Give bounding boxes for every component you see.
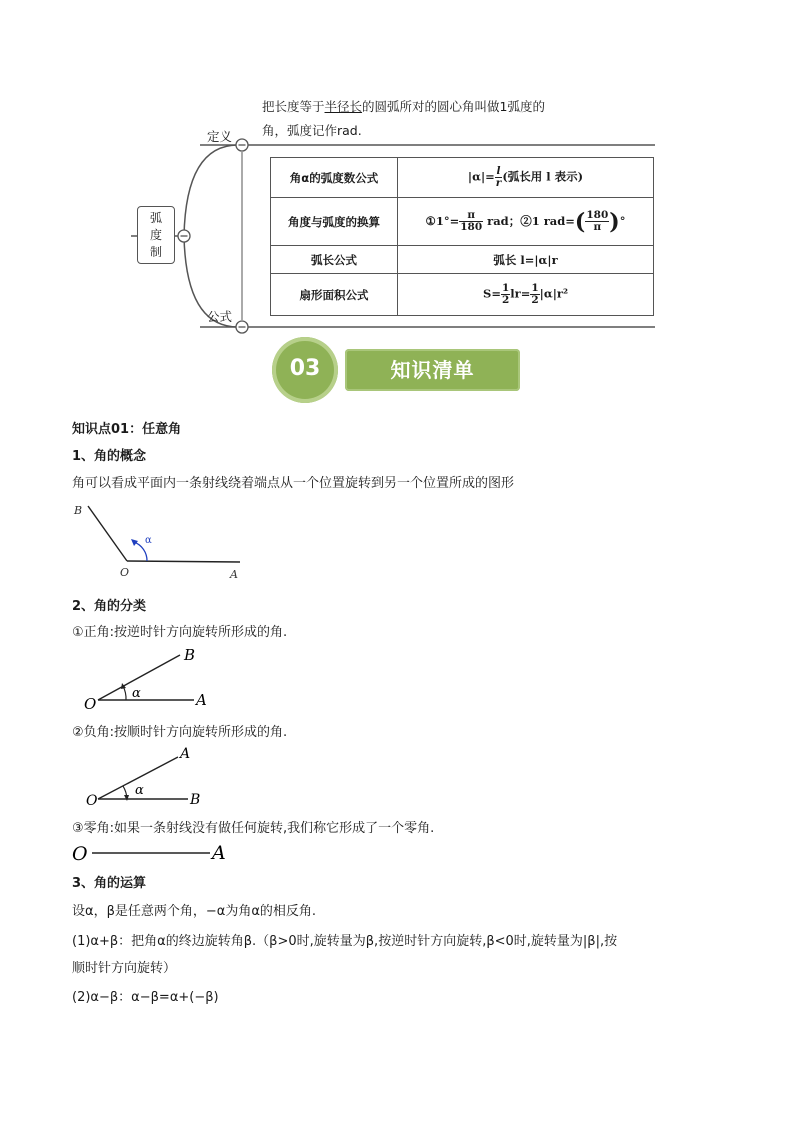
root-char-3: 制 [149,245,162,259]
label-a: A [212,842,226,864]
label-o: O [120,566,130,579]
label-alpha: α [135,783,144,798]
figure-positive-angle [80,643,230,713]
root-char-2: 度 [149,228,162,242]
operation-sum-line1: (1)α+β：把角α的终边旋转角β.（β>0时,旋转量为β,按逆时针方向旋转,β<0时,旋转量为|β|,按 [72,934,618,949]
label-o: O [86,793,98,809]
formula-table [270,157,654,316]
operation-difference: (2)α−β：α−β=α+(−β) [72,990,219,1005]
banner-number-badge: 03 [272,337,338,403]
label-a: A [196,691,207,709]
subheading-classification: 2、角的分类 [72,599,147,614]
mindmap-root-node [137,206,175,264]
label-alpha: α [145,535,152,546]
label-b: B [190,792,201,808]
root-char-1: 弧 [149,211,162,225]
branch-formula-label: 公式 [207,309,233,324]
positive-angle-text: ①正角:按逆时针方向旋转所形成的角. [72,625,288,640]
subheading-operations: 3、角的运算 [72,876,147,891]
branch-definition-label: 定义 [207,129,233,144]
collapse-icon[interactable] [235,320,249,334]
label-o: O [72,843,88,865]
label-a: A [180,746,191,762]
negative-angle-text: ②负角:按顺时针方向旋转所形成的角. [72,725,288,740]
table-row: 角α的弧度数公式 |α|= $\frac{l}{r}$ (弧长用 l 表示) [271,158,654,198]
label-alpha: α [132,686,141,701]
section-heading: 知识点01：任意角 [72,422,182,437]
figure-negative-angle [80,743,230,811]
label-b: B [184,646,196,664]
collapse-icon[interactable] [235,138,249,152]
table-row: 扇形面积公式 S= $\frac{1}{2}$ lr= $\frac{1}{2}$ |α|r² [271,274,654,316]
concept-text: 角可以看成平面内一条射线绕着端点从一个位置旋转到另一个位置所成的图形 [72,476,515,491]
figure-angle-concept [68,498,258,583]
table-row: 弧长公式 弧长 l=|α|r [271,246,654,274]
section-banner [345,349,520,391]
operation-sum-line2: 顺时针方向旋转） [72,961,177,976]
definition-text: 把长度等于半径长的圆弧所对的圆心角叫做1弧度的 角，弧度记作rad. [262,99,545,138]
label-b: B [74,504,83,517]
figure-zero-angle [70,838,240,868]
banner-title: 知识清单 [390,358,475,382]
label-a: A [230,568,238,581]
collapse-icon[interactable] [177,229,191,243]
subheading-concept: 1、角的概念 [72,449,147,464]
operations-intro: 设α，β是任意两个角，−α为角α的相反角. [72,904,317,919]
zero-angle-text: ③零角:如果一条射线没有做任何旋转,我们称它形成了一个零角. [72,821,435,836]
label-o: O [84,695,97,713]
table-row: 角度与弧度的换算 ①1°= $\frac{\pi}{180}$ rad；②1 rad=( $\frac{180}{\pi}$ )° [271,198,654,246]
